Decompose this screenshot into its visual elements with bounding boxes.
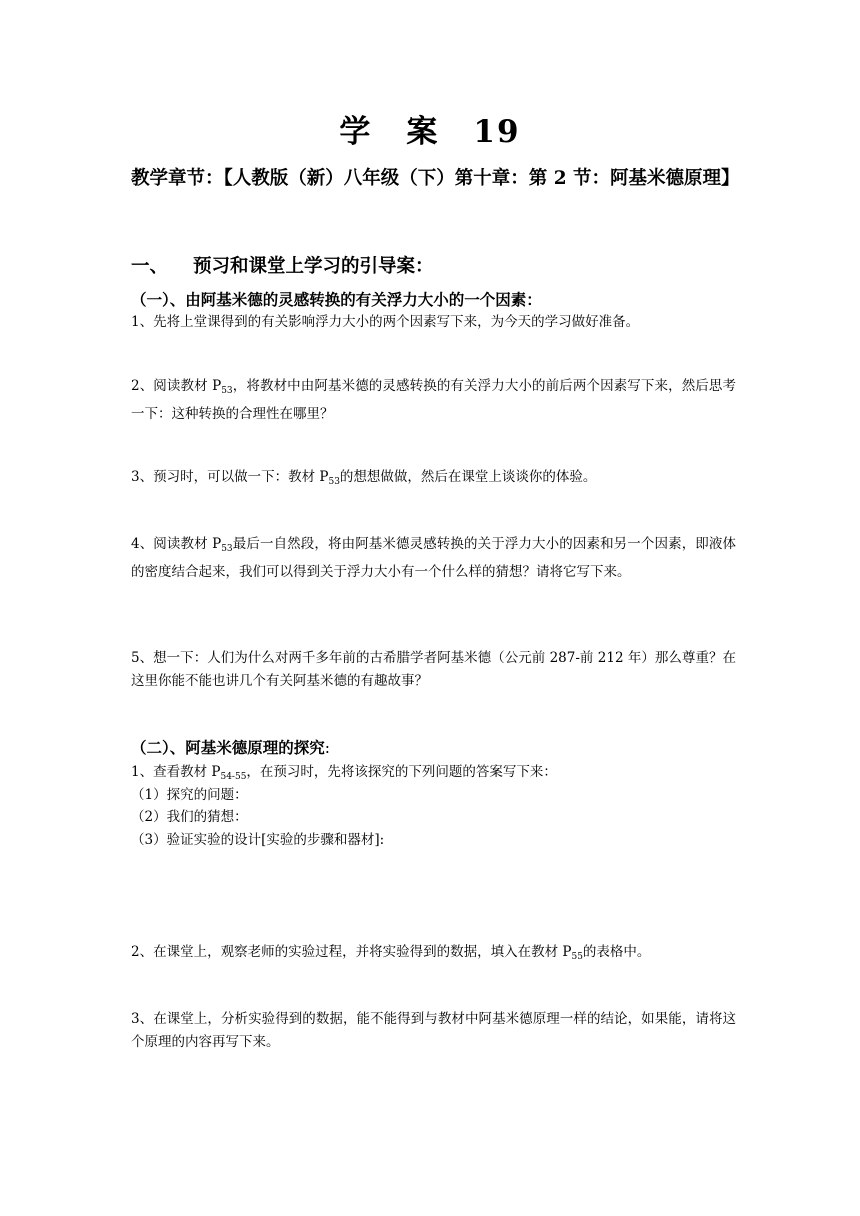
section-heading [131, 252, 434, 278]
title-char-2: 案 [406, 114, 440, 150]
section-number: 一、 [131, 256, 169, 277]
title-number: 19 [473, 114, 521, 150]
part2-question-3: 3、在课堂上，分析实验得到的数据，能不能得到与教材中阿基米德原理一样的结论，如果能，请将这个原理的内容再写下来。 [131, 1011, 736, 1050]
part2-heading: （二）、阿基米德原理的探究: [131, 738, 330, 757]
part1-question-2: 2、阅读教材 $P_{53}$，将教材中由阿基米德的灵感转换的有关浮力大小的前后两个因素写下来，然后思考一下：这种转换的合理性在哪里？ [131, 378, 737, 422]
part1-question-4: 4、阅读教材 $P_{53}$最后一自然段，将由阿基米德灵感转换的关于浮力大小的因素和另一个因素，即液体的密度结合起来，我们可以得到关于浮力大小有一个什么样的猜想？请将它写下来。 [131, 536, 737, 580]
part1-question-3: 3、预习时，可以做一下：教材 $P_{53}$的想想做做，然后在课堂上谈谈你的体验。 [131, 469, 597, 487]
title-char-1: 学 [339, 114, 373, 150]
part2-item-3: （3）验证实验的设计[实验的步骤和器材]: [131, 832, 385, 848]
section-title: 预习和课堂上学习的引导案： [193, 256, 434, 277]
page-title [0, 106, 860, 151]
part2-item-2: （2）我们的猜想： [131, 809, 248, 825]
part1-question-1: 1、先将上堂课得到的有关影响浮力大小的两个因素写下来，为今天的学习做好准备。 [131, 314, 640, 330]
chapter-heading: 教学章节：【人教版（新）八年级（下）第十章：第 2 节：阿基米德原理】 [131, 168, 740, 189]
part2-question-2: 2、在课堂上，观察老师的实验过程，并将实验得到的数据，填入在教材 $P_{55}$的表格中。 [131, 944, 651, 962]
part2-question-1: 1、查看教材 $P_{54-55}$，在预习时，先将该探究的下列问题的答案写下来： [131, 764, 557, 782]
part1-heading: （一）、由阿基米德的灵感转换的有关浮力大小的一个因素： [131, 290, 542, 309]
part1-question-5: 5、想一下：人们为什么对两千多年前的古希腊学者阿基米德（公元前 287-前 212 年）那么尊重？在这里你能不能也讲几个有关阿基米德的有趣故事？ [131, 650, 736, 689]
part2-item-1: （1）探究的问题： [131, 787, 248, 803]
